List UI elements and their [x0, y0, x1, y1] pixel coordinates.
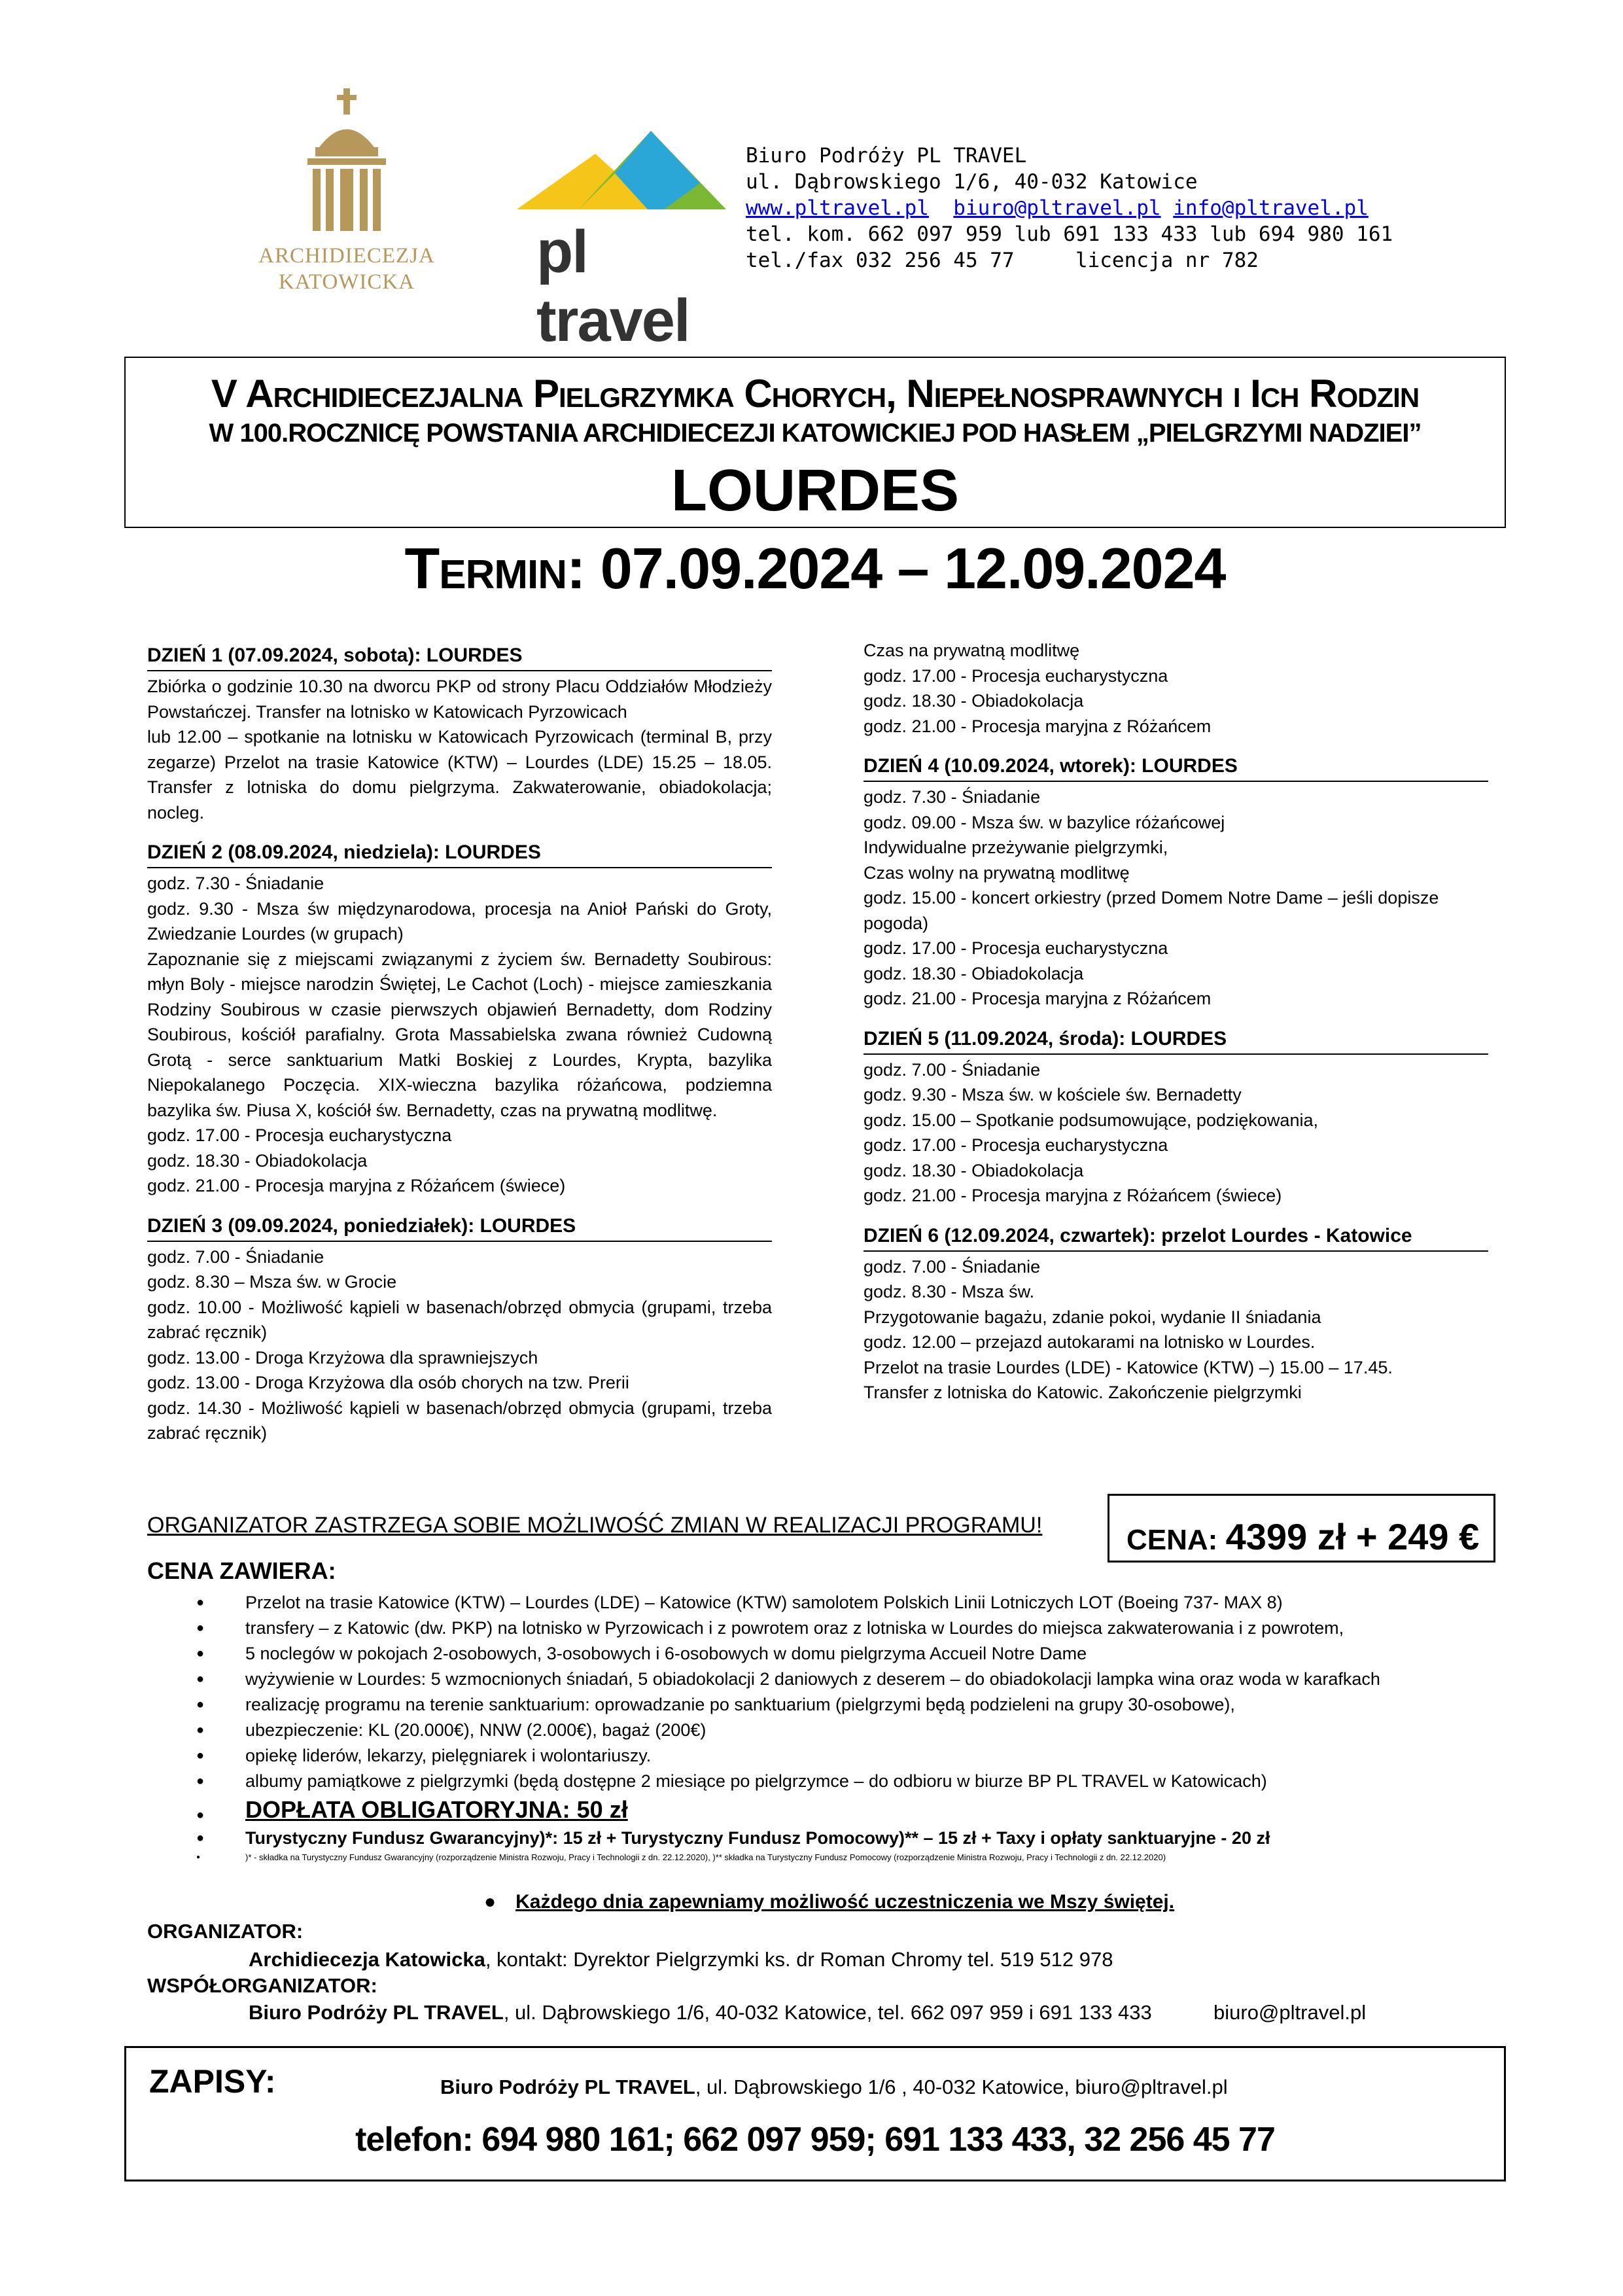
day-line: godz. 8.30 - Msza św.: [864, 1282, 1035, 1301]
daily-mass-note: [484, 1891, 1174, 1913]
day-line: Czas na prywatną modlitwę: [864, 641, 1080, 660]
registration-phones: telefon: 694 980 161; 662 097 959; 691 133 433, 32 256 45 77: [355, 2121, 1275, 2159]
arch-logo-line1: ARCHIDIECEZJA: [258, 244, 435, 268]
day-line: godz. 9.30 - Msza św. w kościele św. Bernadetty: [864, 1085, 1242, 1104]
day-heading: DZIEŃ 2 (08.09.2024, niedziela): LOURDES: [147, 839, 772, 868]
day-1: [147, 643, 772, 825]
day-line: godz. 15.00 - koncert orkiestry (przed Domem Notre Dame – jeśli dopisze pogoda): [864, 888, 1439, 933]
mountains-icon: [517, 128, 726, 219]
day-line: godz. 7.00 - Śniadanie: [147, 1246, 324, 1267]
archdiocese-logo: [242, 85, 451, 301]
funds-footnote: ● )* - składka na Turystyczny Fundusz Gwarancyjny (rozporządzenie Ministra Rozwoju, Pracy i Technologii z dn. 22.12.2020), )** składka na Turystyczny Fundusz Pomocowy (rozporządzenie Ministra Rozwoju, Pracy i Technologii z dn. 22.12.2020): [196, 1850, 1505, 1865]
organizer-name: Archidiecezja Katowicka: [249, 1948, 485, 1971]
day-line: godz. 15.00 – Spotkanie podsumowujące, podziękowania,: [864, 1110, 1318, 1130]
cathedral-icon: [242, 85, 451, 236]
registration-address: [440, 2075, 1228, 2099]
day-line: godz. 17.00 - Procesja eucharystyczna: [864, 1135, 1168, 1155]
program-right-column: [864, 638, 1488, 1420]
day-line: godz. 13.00 - Droga Krzyżowa dla sprawniejszych: [147, 1347, 538, 1368]
day-line: godz. 7.30 - Śniadanie: [147, 874, 324, 893]
arch-logo-line2: KATOWICKA: [278, 270, 415, 294]
coorganizer-name: Biuro Podróży PL TRAVEL: [249, 2001, 504, 2024]
day-line: godz. 09.00 - Msza św. w bazylice różańcowej: [864, 812, 1225, 832]
list-item: ● albumy pamiątkowe z pielgrzymki (będą dostępne 2 miesiące po pielgrzymce – do odbioru w biurze BP PL TRAVEL w Katowicach): [196, 1769, 1505, 1794]
day-line: lub 12.00 – spotkanie na lotnisku w Katowicach Pyrzowicach (terminal B, przy zegarze) Przelot na trasie Katowice (KTW) – Lourdes (LDE) 15.25 – 18.05. Transfer z lotniska do domu pielgrzyma. Zakwaterowanie, obiadokolacja; nocleg.: [147, 727, 772, 822]
program-left-column: [147, 643, 772, 1460]
day-line: Transfer z lotniska do Katowic. Zakończenie pielgrzymki: [864, 1383, 1302, 1402]
registration-address-text: , ul. Dąbrowskiego 1/6 , 40-032 Katowice, biuro@pltravel.pl: [695, 2075, 1228, 2098]
destination-title: LOURDES: [671, 458, 960, 523]
coorganizer-heading: WSPÓŁORGANIZATOR:: [147, 1974, 377, 1997]
day-heading: DZIEŃ 6 (12.09.2024, czwartek): przelot Lourdes - Katowice: [864, 1223, 1488, 1252]
agency-fax: tel./fax 032 256 45 77: [746, 249, 1015, 272]
day-line: godz. 17.00 - Procesja eucharystyczna: [864, 938, 1168, 958]
day-line: godz. 7.00 - Śniadanie: [864, 1059, 1041, 1080]
day-line: godz. 14.30 - Możliwość kąpieli w basenach/obrzęd obmycia (grupami, trzeba zabrać ręcznik): [147, 1398, 772, 1443]
pl-travel-logo: [517, 128, 726, 354]
day-line: godz. 18.30 - Obiadokolacja: [864, 1160, 1084, 1180]
day-2: [147, 839, 772, 1199]
pilgrimage-subtitle: W 100.ROCZNICĘ POWSTANIA ARCHIDIECEZJI KATOWICKIEJ POD HASŁEM „PIELGRZYMI NADZIEI”: [209, 419, 1422, 448]
day-heading: DZIEŃ 3 (09.09.2024, poniedziałek): LOURDES: [147, 1213, 772, 1242]
day-line: godz. 18.30 - Obiadokolacja: [864, 691, 1084, 711]
term-label: Termin: [404, 536, 567, 601]
registration-box: [124, 2046, 1506, 2181]
day-line: godz. 17.00 - Procesja eucharystyczna: [864, 665, 1168, 686]
agency-www-link[interactable]: www.pltravel.pl: [746, 196, 929, 220]
day-line: Indywidualne przeżywanie pielgrzymki,: [864, 838, 1168, 857]
day-line: godz. 8.30 – Msza św. w Grocie: [147, 1272, 397, 1292]
registration-heading: ZAPISY:: [149, 2063, 276, 2100]
day-line: godz. 12.00 – przejazd autokarami na lotnisko w Lourdes.: [864, 1332, 1316, 1352]
term-line: Termin: 07.09.2024 – 12.09.2024: [404, 536, 1226, 601]
title-box: [124, 357, 1506, 528]
day-6: [864, 1223, 1488, 1405]
day-heading: DZIEŃ 5 (11.09.2024, środa): LOURDES: [864, 1026, 1488, 1055]
day-line: godz. 7.00 - Śniadanie: [864, 1256, 1041, 1277]
day-5: [864, 1026, 1488, 1209]
agency-phones: tel. kom. 662 097 959 lub 691 133 433 lub 694 980 161: [746, 222, 1393, 246]
coorganizer-details: , ul. Dąbrowskiego 1/6, 40-032 Katowice, tel. 662 097 959 i 691 133 433: [503, 2001, 1152, 2024]
list-item: ● opiekę liderów, lekarzy, pielęgniarek i wolontariuszy.: [196, 1743, 1505, 1769]
day-line: godz. 18.30 - Obiadokolacja: [864, 963, 1084, 983]
agency-address: ul. Dąbrowskiego 1/6, 40-032 Katowice: [746, 170, 1198, 194]
organizer-details: , kontakt: Dyrektor Pielgrzymki ks. dr Roman Chromy tel. 519 512 978: [485, 1948, 1113, 1971]
day-line: godz. 7.30 - Śniadanie: [864, 787, 1041, 807]
agency-email-biuro-link[interactable]: biuro@pltravel.pl: [953, 196, 1161, 220]
day-line: godz. 9.30 - Msza św międzynarodowa, procesja na Anioł Pański do Groty, Zwiedzanie Lourdes (w grupach): [147, 898, 772, 944]
agency-name: Biuro Podróży PL TRAVEL: [746, 144, 1027, 168]
bullet-icon: ●: [484, 1891, 497, 1913]
agency-email-info-link[interactable]: info@pltravel.pl: [1173, 196, 1369, 220]
organizer-line: [249, 1948, 1113, 1971]
day-3: [147, 1213, 772, 1446]
coorganizer-line: [249, 2001, 1152, 2024]
list-item: ● 5 noclegów w pokojach 2-osobowych, 3-osobowych i 6-osobowych w domu pielgrzyma Accueil Notre Dame: [196, 1641, 1505, 1667]
day-line: godz. 10.00 - Możliwość kąpieli w basenach/obrzęd obmycia (grupami, trzeba zabrać ręcznik): [147, 1297, 772, 1342]
registration-agency-name: Biuro Podróży PL TRAVEL: [440, 2075, 695, 2098]
mandatory-surcharge: ● DOPŁATA OBLIGATORYJNA: 50 zł: [196, 1794, 1505, 1826]
funds-line: ● Turystyczny Fundusz Gwarancyjny)*: 15 zł + Turystyczny Fundusz Pomocowy)** – 15 zł + Taxy i opłaty sanktuaryjne - 20 zł: [196, 1826, 1505, 1850]
day-line: godz. 21.00 - Procesja maryjna z Różańcem: [864, 716, 1212, 736]
day-line: Przelot na trasie Lourdes (LDE) - Katowice (KTW) –) 15.00 – 17.45.: [864, 1357, 1393, 1377]
list-item: ● realizację programu na terenie sanktuarium: oprowadzanie po sanktuarium (pielgrzymi będą podzieleni na grupy 30-osobowe),: [196, 1692, 1505, 1718]
list-item: ● wyżywienie w Lourdes: 5 wzmocnionych śniadań, 5 obiadokolacji 2 daniowych z deserem – do obiadokolacji lampka wina oraz woda w karafkach: [196, 1667, 1505, 1692]
day-heading: DZIEŃ 1 (07.09.2024, sobota): LOURDES: [147, 643, 772, 671]
pilgrimage-title: V Archidiecezjalna Pielgrzymka Chorych, Niepełnosprawnych i Ich Rodzin: [211, 372, 1420, 415]
day-line: Przygotowanie bagażu, zdanie pokoi, wydanie II śniadania: [864, 1307, 1321, 1327]
day-line: godz. 21.00 - Procesja maryjna z Różańcem (świece): [864, 1186, 1282, 1205]
day-3-continued: [864, 638, 1488, 739]
day-line: godz. 18.30 - Obiadokolacja: [147, 1150, 368, 1171]
program-change-notice: ORGANIZATOR ZASTRZEGA SOBIE MOŻLIWOŚĆ ZMIAN W REALIZACJI PROGRAMU!: [147, 1513, 1043, 1538]
term-dates: 07.09.2024 – 12.09.2024: [600, 536, 1226, 601]
day-line: Czas wolny na prywatną modlitwę: [864, 862, 1130, 883]
day-4: [864, 753, 1488, 1012]
day-line: godz. 21.00 - Procesja maryjna z Różańcem: [864, 989, 1212, 1008]
agency-contact: [746, 143, 1393, 274]
pl-travel-logo-text: pl travel: [536, 219, 689, 354]
list-item: ● transfery – z Katowic (dw. PKP) na lotnisko w Pyrzowicach i z powrotem oraz z lotniska w Lourdes do miejsca zakwaterowania i z powrotem,: [196, 1616, 1505, 1641]
organizer-heading: ORGANIZATOR:: [147, 1920, 304, 1943]
price-box: [1108, 1494, 1495, 1563]
price-value: 4399 zł + 249 €: [1225, 1516, 1480, 1557]
day-line: godz. 17.00 - Procesja eucharystyczna: [147, 1125, 452, 1145]
day-line: godz. 21.00 - Procesja maryjna z Różańcem (świece): [147, 1176, 566, 1195]
day-line: Zapoznanie się z miejscami związanymi z życiem św. Bernadetty Soubirous: młyn Boly - miejsce narodzin Świętej, Le Cachot (Loch) - miejsce zamieszkania Rodziny Soubirous w czasie pierwszych objawień Bernadetty, dom Rodziny Soubirous, kościół parafialny. Grota Massabielska zwana również Cudowną Grotą - serce sanktuarium Matki Boskiej z Lourdes, Krypta, bazylika Niepokalanego Poczęcia. XIX-wieczna bazylika różańcowa, podziemna bazylika św. Piusa X, kościół św. Bernadetty, czas na prywatną modlitwę.: [147, 949, 772, 1120]
day-line: godz. 13.00 - Droga Krzyżowa dla osób chorych na tzw. Prerii: [147, 1373, 629, 1392]
day-heading: DZIEŃ 4 (10.09.2024, wtorek): LOURDES: [864, 753, 1488, 782]
list-item: ● ubezpieczenie: KL (20.000€), NNW (2.000€), bagaż (200€): [196, 1718, 1505, 1743]
includes-heading: CENA ZAWIERA:: [147, 1557, 336, 1584]
price-label: CENA:: [1126, 1524, 1218, 1556]
includes-list: [196, 1590, 1505, 1865]
daily-mass-text: Każdego dnia zapewniamy możliwość uczestniczenia we Mszy świętej.: [515, 1891, 1175, 1913]
agency-license: licencja nr 782: [1075, 249, 1259, 272]
coorganizer-email[interactable]: biuro@pltravel.pl: [1213, 2001, 1367, 2024]
list-item: ● Przelot na trasie Katowice (KTW) – Lourdes (LDE) – Katowice (KTW) samolotem Polskich Linii Lotniczych LOT (Boeing 737- MAX 8): [196, 1590, 1505, 1616]
day-line: Zbiórka o godzinie 10.30 na dworcu PKP od strony Placu Oddziałów Młodzieży Powstańczej. Transfer na lotnisko w Katowicach Pyrzowicach: [147, 677, 772, 722]
